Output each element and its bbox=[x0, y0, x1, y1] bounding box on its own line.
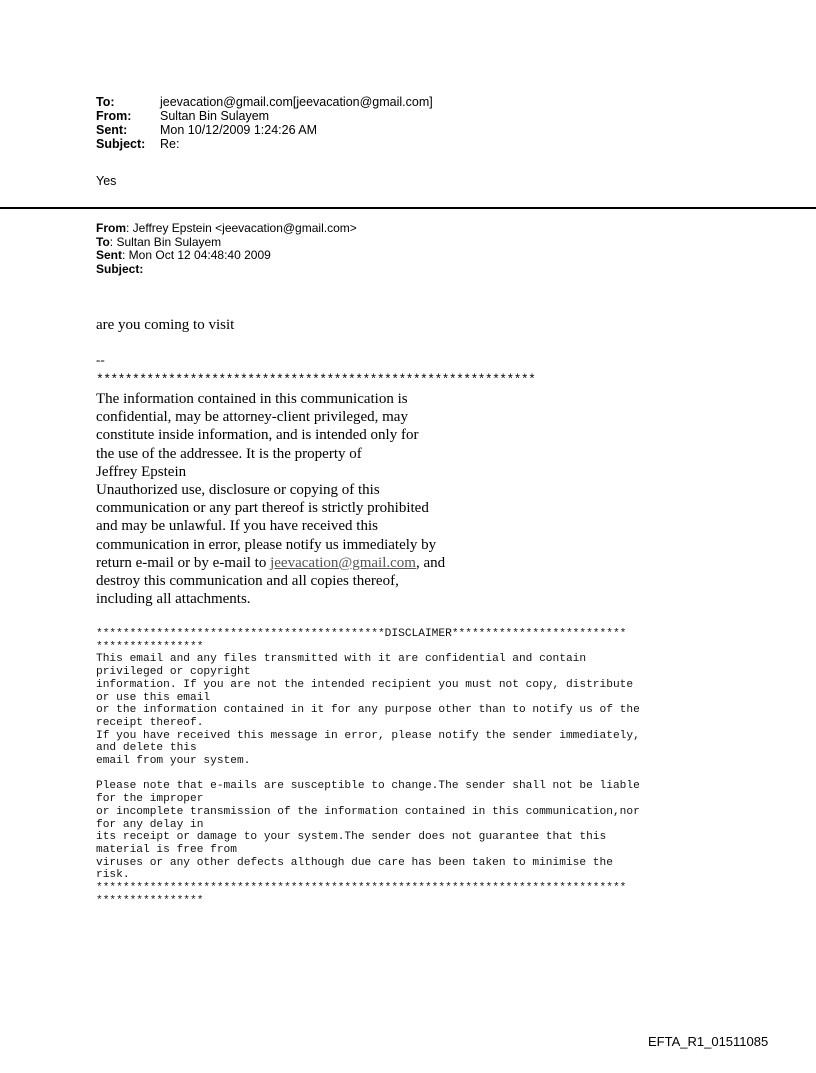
disclaimer-line: ******************************************************************************* bbox=[96, 882, 627, 895]
conf-line-return bbox=[96, 554, 445, 572]
to-label: To: bbox=[96, 95, 115, 109]
conf-line: constitute inside information, and is intended only for bbox=[96, 427, 419, 444]
disclaimer-line: viruses or any other defects although due care has been taken to minimise the bbox=[96, 856, 613, 869]
disclaimer-line: Please note that e-mails are susceptible to change.The sender shall not be liable bbox=[96, 780, 640, 793]
original-to-label: To bbox=[96, 234, 110, 249]
disclaimer-line: If you have received this message in error, please notify the sender immediately, bbox=[96, 729, 640, 742]
conf-line: confidential, may be attorney-client privileged, may bbox=[96, 409, 408, 426]
disclaimer-line: risk. bbox=[96, 869, 130, 882]
original-sent-label: Sent bbox=[96, 248, 123, 262]
conf-line: communication in error, please notify us immediately by bbox=[96, 536, 437, 553]
sent-value: Mon 10/12/2009 1:24:26 AM bbox=[160, 123, 318, 137]
disclaimer-line: material is free from bbox=[96, 843, 237, 856]
original-sent-row bbox=[96, 249, 357, 263]
confidentiality-notice bbox=[96, 390, 445, 608]
from-label: From: bbox=[96, 109, 132, 123]
conf-line: and may be unlawful. If you have received this bbox=[96, 518, 378, 535]
disclaimer-line: **************** bbox=[96, 640, 204, 653]
email-link[interactable]: jeevacation@gmail.com bbox=[270, 554, 416, 571]
original-to-value: : Sultan Bin Sulayem bbox=[109, 234, 222, 249]
return-prefix: return e-mail or by e-mail to bbox=[96, 554, 271, 571]
conf-line: Jeffrey Epstein bbox=[96, 463, 187, 480]
signature-dash: -- bbox=[96, 352, 105, 367]
disclaimer-line: for any delay in bbox=[96, 818, 204, 831]
from-row bbox=[96, 109, 433, 123]
disclaimer-line: or the information contained in it for any purpose other than to notify us of the bbox=[96, 704, 640, 717]
disclaimer-line bbox=[96, 768, 640, 781]
disclaimer-line: or use this email bbox=[96, 691, 211, 704]
from-value: Sultan Bin Sulayem bbox=[160, 109, 270, 123]
to-row bbox=[96, 95, 433, 109]
original-subject-label: Subject bbox=[96, 261, 140, 276]
conf-line: communication or any part thereof is strictly prohibited bbox=[96, 500, 429, 517]
disclaimer-line: *******************************************DISCLAIMER************************** bbox=[96, 628, 627, 640]
subject-row bbox=[96, 137, 433, 151]
subject-label: Subject: bbox=[96, 137, 146, 151]
to-value: jeevacation@gmail.com[jeevacation@gmail.com] bbox=[160, 95, 433, 109]
disclaimer-line: for the improper bbox=[96, 793, 204, 806]
sent-row bbox=[96, 123, 433, 137]
conf-line: destroy this communication and all copies thereof, bbox=[96, 573, 399, 590]
original-subject-row bbox=[96, 263, 357, 277]
original-from-label: From bbox=[96, 221, 126, 235]
disclaimer-line: information. If you are not the intended recipient you must not copy, distribute bbox=[96, 678, 634, 691]
email-header bbox=[96, 95, 433, 151]
original-to-row bbox=[96, 236, 357, 250]
document-id: EFTA_R1_01511085 bbox=[648, 1034, 769, 1049]
original-subject-value: : bbox=[139, 261, 144, 276]
original-from-row bbox=[96, 222, 357, 236]
original-sent-value: : Mon Oct 12 04:48:40 2009 bbox=[122, 248, 271, 262]
disclaimer-line: This email and any files transmitted with it are confidential and contain bbox=[96, 653, 587, 666]
return-suffix: , and bbox=[415, 554, 446, 571]
disclaimer-line: receipt thereof. bbox=[96, 716, 204, 729]
original-header bbox=[96, 222, 357, 276]
disclaimer-line: or incomplete transmission of the information contained in this communication,nor bbox=[96, 805, 640, 818]
disclaimer-line: privileged or copyright bbox=[96, 666, 251, 679]
disclaimer bbox=[96, 628, 640, 907]
disclaimer-line: and delete this bbox=[96, 742, 197, 755]
disclaimer-line: its receipt or damage to your system.The sender does not guarantee that this bbox=[96, 831, 607, 844]
original-body: are you coming to visit bbox=[96, 317, 235, 333]
divider bbox=[0, 207, 816, 209]
conf-line: the use of the addressee. It is the property of bbox=[96, 445, 362, 462]
original-from-value: : Jeffrey Epstein <jeevacation@gmail.com> bbox=[126, 221, 357, 235]
reply-body: Yes bbox=[96, 174, 117, 188]
stars-separator: ************************************************************* bbox=[96, 372, 536, 387]
subject-value: Re: bbox=[160, 137, 180, 151]
conf-line: Unauthorized use, disclosure or copying of this bbox=[96, 482, 380, 499]
sent-label: Sent: bbox=[96, 123, 128, 137]
disclaimer-line: email from your system. bbox=[96, 755, 251, 768]
disclaimer-line: **************** bbox=[96, 894, 204, 907]
conf-line: including all attachments. bbox=[96, 591, 251, 608]
conf-line: The information contained in this communication is bbox=[96, 391, 408, 407]
